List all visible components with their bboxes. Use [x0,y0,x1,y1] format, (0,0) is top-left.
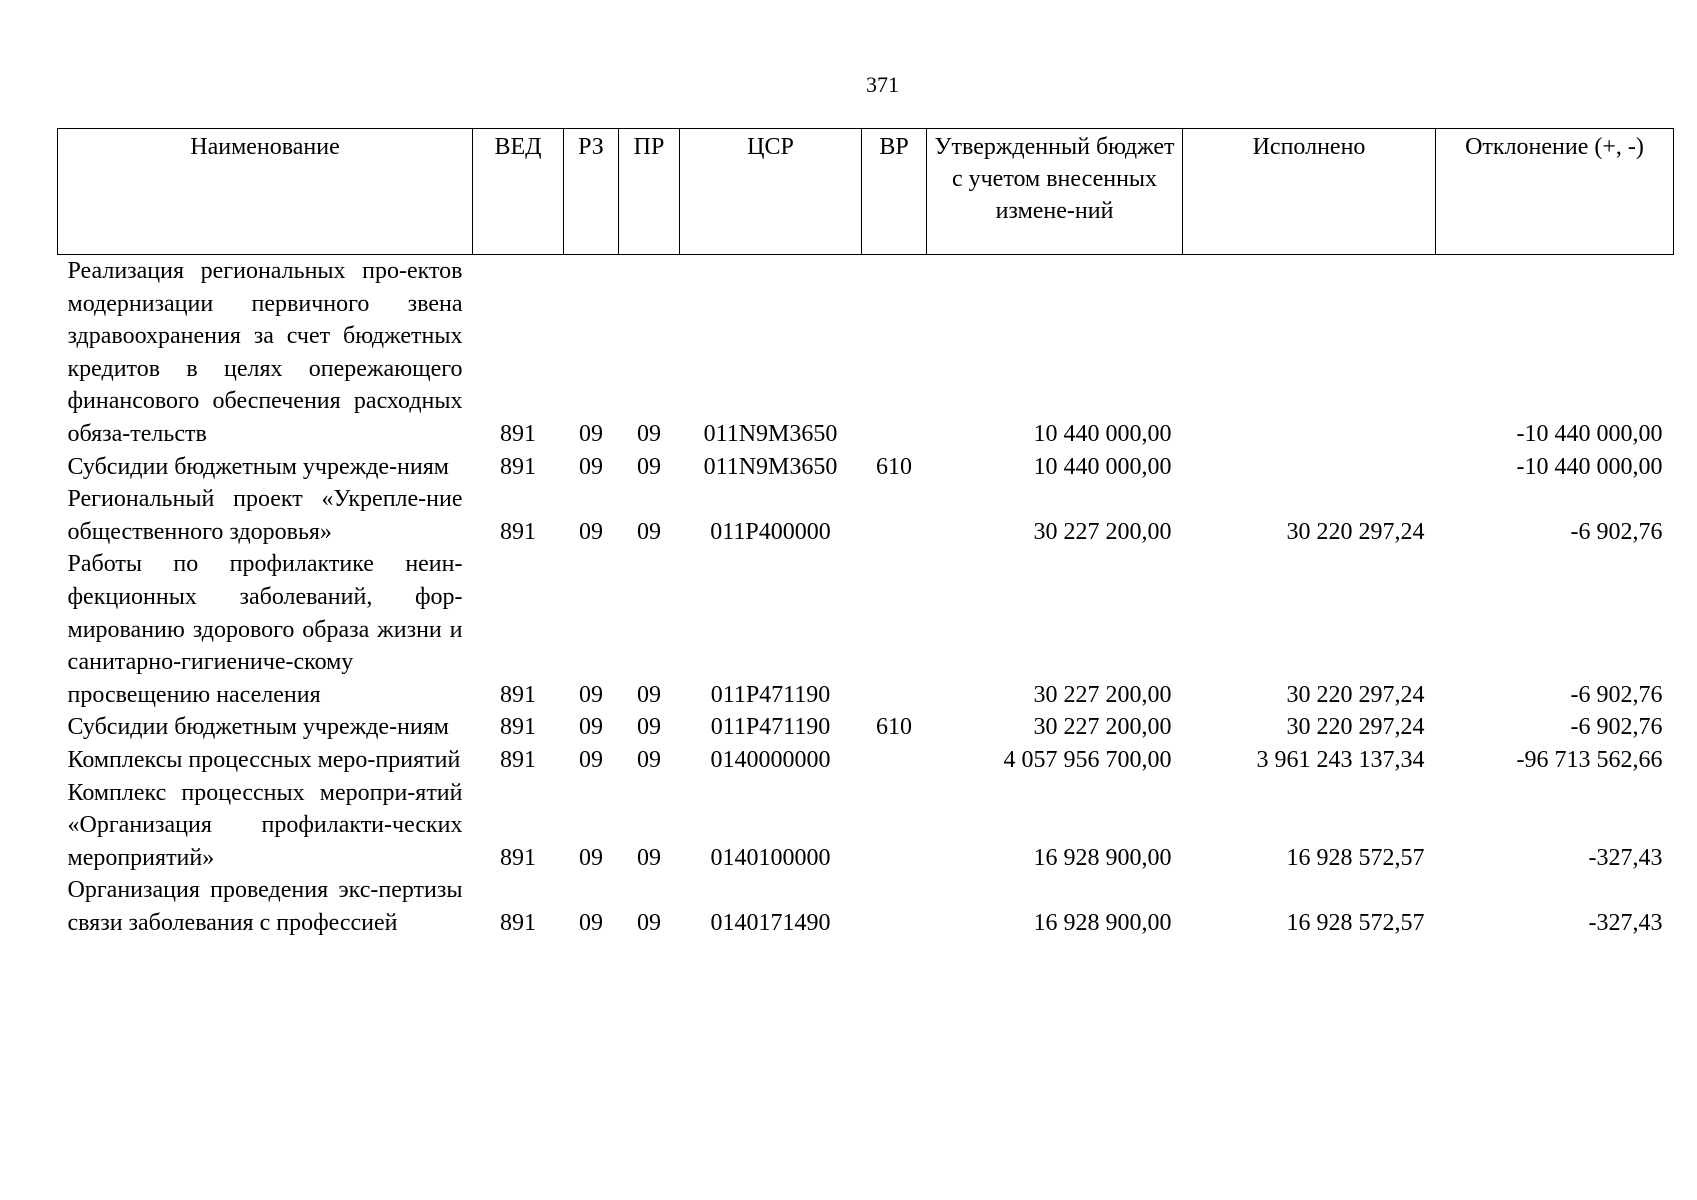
cell-pr: 09 [637,420,661,447]
cell-name: Комплексы процессных меро-приятий [67,746,461,773]
table-row [58,744,1674,777]
cell-rz: 09 [579,681,603,708]
cell-ved: 891 [500,681,536,708]
header-rz: РЗ [564,129,619,255]
cell-name: Реализация региональных про-ектов модернизации первичного звена здравоохранения за счет бюджетных кредитов в целях опережающего финансового обеспечения расходных обяза-тельств [67,258,463,447]
cell-csr: 0140000000 [710,746,831,773]
cell-csr: 011N9M3650 [703,453,838,480]
cell-executed: 30 220 297,24 [1286,518,1425,545]
cell-executed: 16 928 572,57 [1286,909,1425,936]
cell-csr: 011P400000 [710,518,831,545]
cell-approved-budget: 16 928 900,00 [1033,844,1172,871]
cell-executed: 30 220 297,24 [1286,714,1425,741]
budget-table-container [57,128,1674,939]
table-row [58,483,1674,548]
cell-deviation: -96 713 562,66 [1516,746,1663,773]
page-number: 371 [866,72,899,97]
cell-ved: 891 [500,746,536,773]
cell-approved-budget: 30 227 200,00 [1033,681,1172,708]
cell-deviation: -327,43 [1588,909,1663,936]
cell-approved-budget: 10 440 000,00 [1033,453,1172,480]
cell-csr: 0140171490 [710,909,831,936]
cell-ved: 891 [500,714,536,741]
table-header [58,129,1674,255]
cell-ved: 891 [500,844,536,871]
cell-csr: 0140100000 [710,844,831,871]
table-row [58,711,1674,744]
cell-deviation: -6 902,76 [1570,518,1663,545]
cell-approved-budget: 16 928 900,00 [1033,909,1172,936]
cell-pr: 09 [637,453,661,480]
cell-vr: 610 [876,453,912,480]
table-row [58,777,1674,875]
cell-ved: 891 [500,420,536,447]
cell-executed [1183,451,1436,484]
cell-pr: 09 [637,518,661,545]
cell-vr [862,548,927,711]
cell-executed: 30 220 297,24 [1286,681,1425,708]
cell-approved-budget: 4 057 956 700,00 [1003,746,1172,773]
budget-table [57,128,1674,939]
cell-approved-budget: 30 227 200,00 [1033,518,1172,545]
cell-rz: 09 [579,746,603,773]
cell-csr: 011N9M3650 [703,420,838,447]
cell-rz: 09 [579,453,603,480]
cell-ved: 891 [500,909,536,936]
cell-vr [862,483,927,548]
cell-ved: 891 [500,453,536,480]
cell-deviation: -327,43 [1588,844,1663,871]
header-approved-budget: Утвержденный бюджет с учетом внесенных измене-ний [927,129,1183,255]
cell-vr: 610 [876,714,912,741]
cell-executed [1183,255,1436,451]
cell-vr [862,744,927,777]
table-row [58,451,1674,484]
header-pr: ПР [619,129,680,255]
header-ved: ВЕД [473,129,564,255]
table-body [58,255,1674,940]
cell-pr: 09 [637,746,661,773]
cell-vr [862,874,927,939]
table-row [58,874,1674,939]
cell-rz: 09 [579,420,603,447]
cell-executed: 3 961 243 137,34 [1256,746,1425,773]
cell-executed: 16 928 572,57 [1286,844,1425,871]
cell-pr: 09 [637,844,661,871]
table-row [58,548,1674,711]
header-name: Наименование [58,129,473,255]
cell-pr: 09 [637,681,661,708]
cell-name: Комплекс процессных меропри-ятий «Организация профилакти-ческих мероприятий» [67,779,463,871]
table-row [58,255,1674,451]
cell-vr [862,255,927,451]
header-row [58,129,1674,255]
cell-vr [862,777,927,875]
cell-rz: 09 [579,518,603,545]
cell-ved: 891 [500,518,536,545]
cell-rz: 09 [579,714,603,741]
cell-deviation: -6 902,76 [1570,681,1663,708]
cell-deviation: -10 440 000,00 [1516,420,1663,447]
cell-name: Субсидии бюджетным учрежде-ниям [67,453,449,480]
cell-pr: 09 [637,909,661,936]
cell-approved-budget: 10 440 000,00 [1033,420,1172,447]
cell-csr: 011P471190 [710,681,831,708]
cell-deviation: -10 440 000,00 [1516,453,1663,480]
cell-pr: 09 [637,714,661,741]
cell-rz: 09 [579,844,603,871]
cell-name: Субсидии бюджетным учрежде-ниям [67,714,449,741]
header-csr: ЦСР [680,129,862,255]
cell-approved-budget: 30 227 200,00 [1033,714,1172,741]
cell-deviation: -6 902,76 [1570,714,1663,741]
header-vr: ВР [862,129,927,255]
cell-csr: 011P471190 [710,714,831,741]
cell-name: Организация проведения экс-пертизы связи заболевания с профессией [67,877,463,936]
header-executed: Исполнено [1183,129,1436,255]
cell-name: Работы по профилактике неин-фекционных заболеваний, фор-мированию здорового образа жизни и санитарно-гигиениче-скому просвещению населения [67,551,463,708]
header-deviation: Отклонение (+, -) [1436,129,1674,255]
cell-rz: 09 [579,909,603,936]
cell-name: Региональный проект «Укрепле-ние общественного здоровья» [67,486,463,545]
